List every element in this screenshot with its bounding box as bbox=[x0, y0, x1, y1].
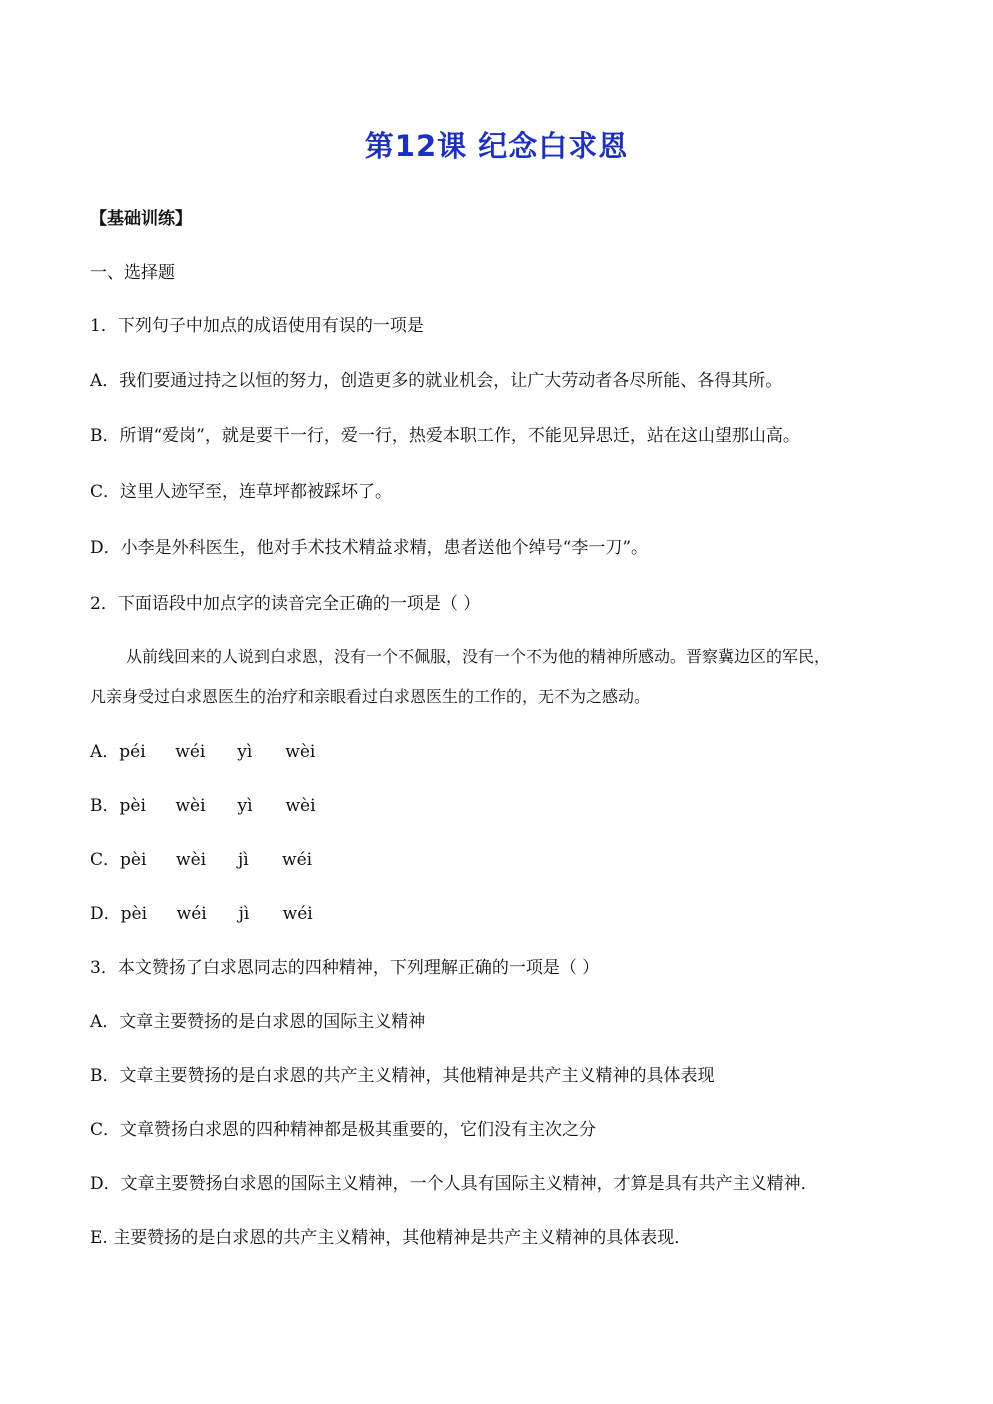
question-2-option-d: D．pèi wéi jì wéi bbox=[90, 904, 313, 924]
part-label: 一、选择题 bbox=[90, 263, 175, 283]
question-3-option-b: B．文章主要赞扬的是白求恩的共产主义精神，其他精神是共产主义精神的具体表现 bbox=[90, 1066, 715, 1086]
question-1-option-b: B．所谓“爱岗”，就是要干一行，爱一行，热爱本职工作，不能见异思迁，站在这山望那山高。 bbox=[90, 426, 800, 446]
question-3-option-d: D．文章主要赞扬白求恩的国际主义精神，一个人具有国际主义精神，才算是具有共产主义精神． bbox=[90, 1174, 818, 1194]
question-2-option-a: A．péi wéi yì wèi bbox=[90, 742, 316, 762]
question-3-option-e: E. 主要赞扬的是白求恩的共产主义精神，其他精神是共产主义精神的具体表现． bbox=[90, 1228, 692, 1248]
question-3-stem: 3．本文赞扬了白求恩同志的四种精神，下列理解正确的一项是（ ） bbox=[90, 958, 600, 978]
question-1-option-c: C．这里人迹罕至，连草坪都被踩坏了。 bbox=[90, 482, 393, 502]
question-2-option-b: B．pèi wèi yì wèi bbox=[90, 796, 316, 816]
section-label: 【基础训练】 bbox=[90, 209, 192, 229]
question-1-stem: 1．下列句子中加点的成语使用有误的一项是 bbox=[90, 316, 424, 336]
question-2-stem: 2．下面语段中加点字的读音完全正确的一项是（ ） bbox=[90, 594, 481, 614]
question-2-option-c: C．pèi wèi jì wéi bbox=[90, 850, 313, 870]
page-title: 第12课 纪念白求恩 bbox=[364, 129, 629, 163]
question-3-option-a: A．文章主要赞扬的是白求恩的国际主义精神 bbox=[90, 1012, 426, 1032]
question-2-passage bbox=[90, 637, 910, 717]
question-1-option-a: A．我们要通过持之以恒的努力，创造更多的就业机会，让广大劳动者各尽所能、各得其所。 bbox=[90, 371, 783, 391]
question-3-option-c: C．文章赞扬白求恩的四种精神都是极其重要的，它们没有主次之分 bbox=[90, 1120, 597, 1140]
passage-line-2: 凡亲身受过白求恩医生的治疗和亲眼看过白求恩医生的工作的，无不为之感动。 bbox=[90, 687, 651, 706]
question-1-option-d: D．小李是外科医生，他对手术技术精益求精，患者送他个绰号“李一刀”。 bbox=[90, 538, 649, 558]
passage-line-1: 从前线回来的人说到白求恩，没有一个不佩服，没有一个不为他的精神所感动。晋察冀边区的军民， bbox=[126, 647, 831, 666]
